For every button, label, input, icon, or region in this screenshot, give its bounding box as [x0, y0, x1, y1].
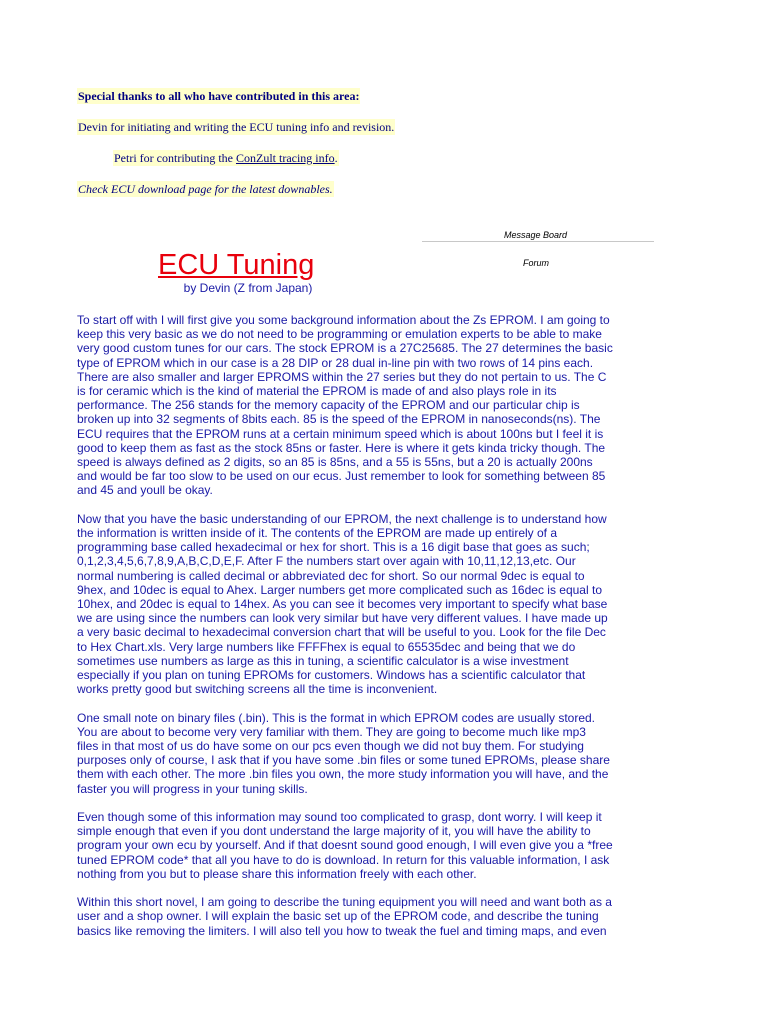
paragraph-line: 9hex, and 10dec is equal to Ahex. Larger numbers get more complicated such as 16dec is equal to	[77, 582, 602, 597]
author-byline: by Devin (Z from Japan)	[183, 281, 313, 295]
paragraph-line: 10hex, and 20dec is equal to 14hex. As you can see it becomes very important to specify what base	[77, 597, 608, 612]
paragraph-line: the information is written inside of it. The contents of the EPROM are made up entirely of a	[77, 526, 558, 541]
page-title: ECU Tuning	[158, 249, 315, 281]
paragraph-line: normal numbering is called decimal or abbreviated dec for short. So our normal 9dec is equal to	[77, 568, 585, 583]
nav-divider	[422, 241, 654, 242]
paragraph-line: sometimes use numbers as large as this in tuning, a scientific calculator is a wise investment	[77, 653, 569, 668]
paragraph-line: faster you will progress in your tuning skills.	[77, 781, 308, 796]
paragraph-line: simple enough that even if you dont understand the large majority of it, you will have the ability to	[77, 824, 591, 839]
paragraph-line: good to keep them as fast as the stock 85ns or faster. Here is where it gets kinda tricky though. The	[77, 440, 606, 455]
paragraph-line: and 45 and youll be okay.	[77, 483, 213, 498]
paragraph-line: One small note on binary files (.bin). This is the format in which EPROM codes are usually stored.	[77, 710, 595, 725]
paragraph-line: performance. The 256 stands for the memory capacity of the EPROM and our particular chip is	[77, 398, 580, 413]
paragraph-line: very good custom tunes for our cars. The stock EPROM is a 27C25685. The 27 determines the basic	[77, 341, 613, 356]
paragraph-line: broken up into 32 segments of 8bits each. 85 is the speed of the EPROM in nanoseconds(ns). The	[77, 412, 601, 427]
paragraph-line: ECU requires that the EPROM runs at a certain minimum speed which is about 100ns but I feel it is	[77, 426, 604, 441]
article-paragraph	[77, 810, 657, 881]
download-note: Check ECU download page for the latest downables.	[78, 182, 333, 196]
paragraph-line: and would be far too slow to be used on our ecus. Just remember to look for something between 85	[77, 469, 606, 484]
paragraph-line: You are about to become very very familiar with them. They are going to become much like mp3	[77, 724, 586, 739]
paragraph-line: Even though some of this information may sound too complicated to grasp, dont worry. I will keep it	[77, 810, 602, 825]
paragraph-line: keep this very basic as we do not need to be programming or emulation experts to be able to make	[77, 327, 602, 342]
paragraph-line: we are using since the numbers can look very similar but have very different values. I have made up	[77, 611, 608, 626]
paragraph-line: is for ceramic which is the kind of material the EPROM is made of and also plays role in its	[77, 384, 557, 399]
paragraph-line: nothing from you but to please share this information freely with each other.	[77, 866, 477, 881]
forum-link[interactable]: Forum	[523, 258, 550, 268]
article-paragraph	[77, 313, 657, 498]
credit-petri-prefix: Petri for contributing the	[114, 151, 236, 165]
paragraph-line: them with each other. The more .bin files you own, the more study information you will have, and the	[77, 767, 609, 782]
paragraph-line: purposes only of course, I ask that if you have some .bin files or some tuned EPROMs, please share	[77, 753, 610, 768]
paragraph-line: programming base called hexadecimal or hex for short. This is a 16 digit base that goes as such;	[77, 540, 590, 555]
paragraph-line: to Hex Chart.xls. Very large numbers like FFFFhex is equal to 65535dec and being that we do	[77, 639, 576, 654]
paragraph-line: works pretty good but switching screens all the time is inconvenient.	[77, 682, 438, 697]
paragraph-line: Now that you have the basic understanding of our EPROM, the next challenge is to understand how	[77, 511, 607, 526]
message-board-link[interactable]: Message Board	[504, 230, 568, 240]
paragraph-line: To start off with I will first give you some background information about the Zs EPROM. I am going to	[77, 313, 610, 327]
credits-title: Special thanks to all who have contributed in this area:	[78, 89, 360, 103]
article-paragraph	[77, 895, 657, 938]
paragraph-line: tuned EPROM code* that all you have to do is download. In return for this valuable information, I ask	[77, 852, 610, 867]
paragraph-line: type of EPROM which in our case is a 28 DIP or 28 dual in-line pin with two rows of 14 pins each.	[77, 355, 594, 370]
paragraph-line: There are also smaller and larger EPROMS within the 27 series but they do not pertain to us. The C	[77, 369, 607, 384]
paragraph-line: basics like removing the limiters. I will also tell you how to tweak the fuel and timing maps, and even	[77, 923, 607, 938]
conzult-tracing-link[interactable]: ConZult tracing info	[235, 151, 335, 165]
paragraph-line: speed is always defined as 2 digits, so an 85 is 85ns, and a 55 is 55ns, but a 20 is actually 200ns	[77, 455, 593, 470]
credit-petri-suffix: .	[334, 151, 338, 165]
paragraph-line: files in that most of us do have some on our pcs even though we did not buy them. For studying	[77, 739, 584, 754]
paragraph-line: program your own ecu by yourself. And if that doesnt sound good enough, I will even give you a *free	[77, 838, 613, 853]
paragraph-line: user and a shop owner. I will explain the basic set up of the EPROM code, and describe the tuning	[77, 909, 599, 924]
paragraph-line: 0,1,2,3,4,5,6,7,8,9,A,B,C,D,E,F. After F the numbers start over again with 10,11,12,13,etc. Our	[77, 554, 576, 569]
article-paragraph	[77, 711, 657, 796]
article-body	[77, 313, 657, 952]
paragraph-line: Within this short novel, I am going to describe the tuning equipment you will need and want both as a	[77, 895, 612, 910]
credit-devin: Devin for initiating and writing the ECU tuning info and revision.	[78, 120, 395, 134]
credit-petri	[113, 151, 713, 165]
article-paragraph	[77, 512, 657, 697]
paragraph-line: especially if you plan on tuning EPROMs for customers. Windows has a scientific calculator that	[77, 668, 586, 683]
paragraph-line: a very basic decimal to hexadecimal conversion chart that will be useful to you. Look for the file Dec	[77, 625, 606, 640]
